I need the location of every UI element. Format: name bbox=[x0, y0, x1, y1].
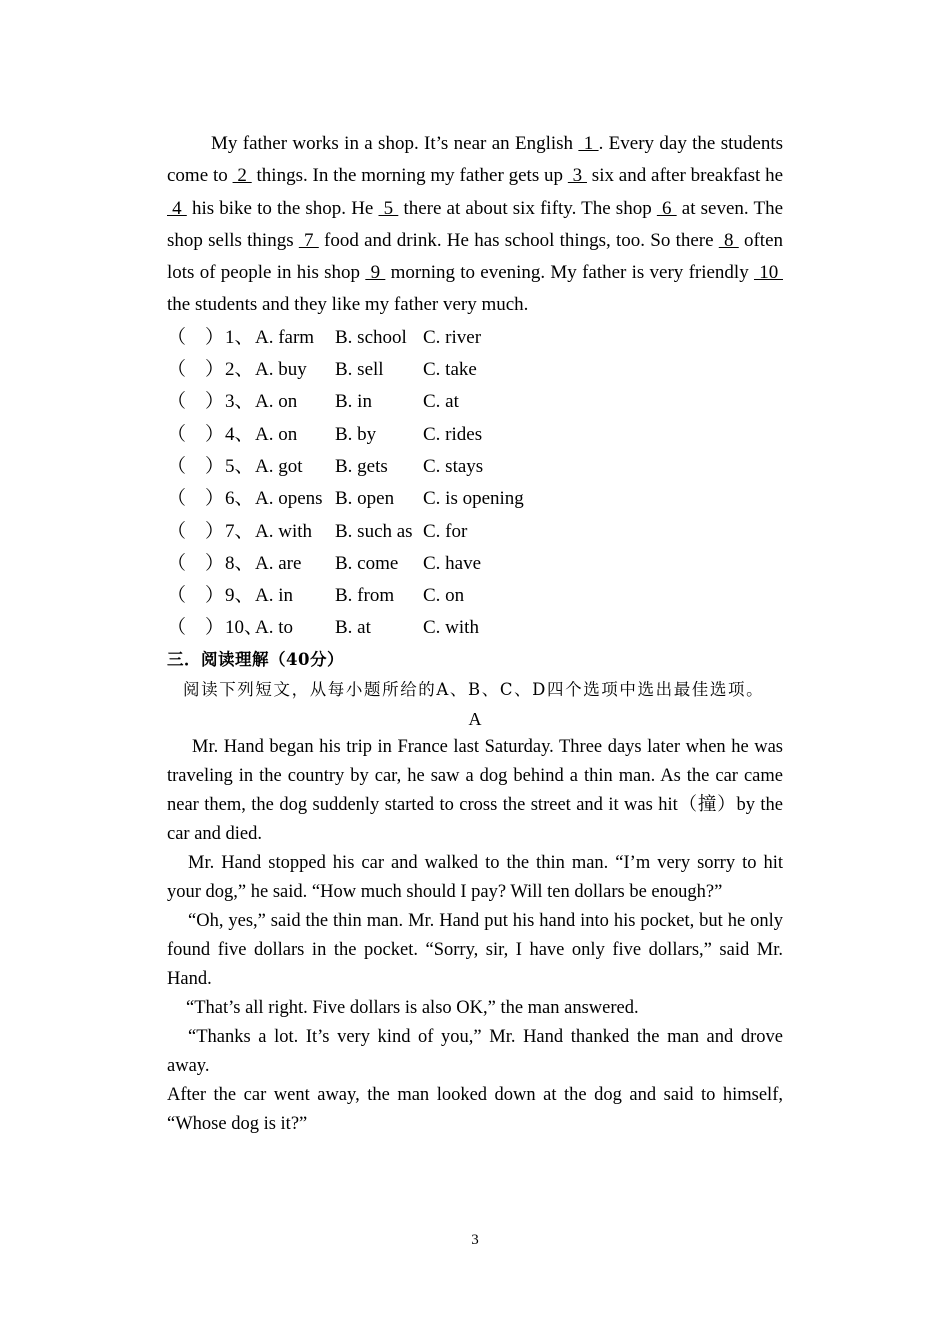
cloze-text: often lots of people in his shop bbox=[167, 229, 784, 284]
blank-2: 2 bbox=[232, 165, 252, 187]
option-a: A. got bbox=[255, 455, 303, 477]
cloze-text: My father works in a shop. It’s near an English bbox=[211, 133, 579, 154]
question-number: 5、 bbox=[225, 455, 254, 477]
question-number: 4、 bbox=[225, 423, 254, 445]
cloze-text: things. In the morning my father gets up bbox=[251, 165, 568, 187]
question-row bbox=[167, 516, 783, 548]
option-b: B. come bbox=[335, 552, 399, 574]
option-c: C. with bbox=[423, 617, 479, 639]
option-a: A. on bbox=[255, 391, 298, 413]
question-row bbox=[167, 451, 783, 483]
option-a: A. to bbox=[255, 617, 293, 639]
passage-label: A bbox=[468, 708, 482, 729]
blank-8: 8 bbox=[718, 229, 739, 251]
option-c: C. for bbox=[423, 520, 468, 542]
cloze-text: six and after breakfast he bbox=[586, 165, 784, 187]
option-c: C. have bbox=[423, 552, 482, 574]
option-b: B. by bbox=[335, 423, 377, 445]
question-row bbox=[167, 548, 783, 580]
question-number: 10、 bbox=[225, 617, 264, 639]
question-row bbox=[167, 354, 783, 386]
cloze-text: the students and they like my father very much. bbox=[167, 294, 529, 316]
question-number: 1、 bbox=[225, 326, 254, 348]
answer-parenthesis: （ ） bbox=[167, 391, 225, 413]
option-c: C. rides bbox=[423, 423, 483, 445]
question-row bbox=[167, 322, 783, 354]
question-row bbox=[167, 419, 783, 451]
option-b: B. such as bbox=[335, 520, 413, 542]
option-a: A. with bbox=[255, 520, 312, 542]
answer-parenthesis: （ ） bbox=[167, 359, 225, 381]
passage-paragraph: “That’s all right. Five dollars is also OK,” the man answered. bbox=[186, 997, 639, 1018]
option-b: B. school bbox=[335, 326, 407, 348]
cloze-passage bbox=[167, 128, 783, 322]
option-b: B. gets bbox=[335, 455, 388, 477]
option-c: C. stays bbox=[423, 455, 484, 477]
question-row bbox=[167, 612, 783, 644]
passage-paragraph: “Thanks a lot. It’s very kind of you,” Mr. Hand thanked the man and drove away. bbox=[167, 1026, 783, 1076]
question-number: 7、 bbox=[225, 520, 254, 542]
option-b: B. at bbox=[335, 617, 371, 639]
cloze-text: morning to evening. My father is very friendly bbox=[385, 262, 754, 284]
question-number: 6、 bbox=[225, 488, 254, 510]
reading-passage bbox=[167, 733, 783, 1139]
blank-1: 1 bbox=[578, 133, 599, 154]
section-heading: 三．阅读理解（40分） bbox=[167, 649, 344, 669]
question-number: 9、 bbox=[225, 585, 254, 607]
blank-5: 5 bbox=[378, 197, 399, 219]
option-c: C. is opening bbox=[423, 488, 524, 510]
answer-parenthesis: （ ） bbox=[167, 455, 225, 477]
answer-parenthesis: （ ） bbox=[167, 326, 225, 348]
page-number: 3 bbox=[471, 1232, 479, 1248]
blank-6: 6 bbox=[656, 197, 677, 219]
option-c: C. on bbox=[423, 585, 465, 607]
answer-parenthesis: （ ） bbox=[167, 617, 225, 639]
option-c: C. at bbox=[423, 391, 459, 413]
question-row bbox=[167, 386, 783, 418]
blank-3: 3 bbox=[567, 165, 587, 187]
cloze-text: food and drink. He has school things, too. So there bbox=[318, 229, 719, 251]
question-number: 2、 bbox=[225, 359, 254, 381]
answer-parenthesis: （ ） bbox=[167, 552, 225, 574]
answer-parenthesis: （ ） bbox=[167, 488, 225, 510]
cloze-text: at seven. The shop sells things bbox=[167, 197, 784, 251]
option-a: A. on bbox=[255, 423, 298, 445]
option-b: B. open bbox=[335, 488, 395, 510]
answer-parenthesis: （ ） bbox=[167, 585, 225, 607]
question-number: 8、 bbox=[225, 552, 254, 574]
cloze-text: . Every day the students come to bbox=[167, 133, 783, 187]
question-row bbox=[167, 483, 783, 515]
question-row bbox=[167, 580, 783, 612]
answer-parenthesis: （ ） bbox=[167, 423, 225, 445]
passage-paragraph: Mr. Hand began his trip in France last Saturday. Three days later when he was traveling in the country by car, he saw a dog behind a thin man. As the car came near them, the dog suddenly started to cross the street and it was hit（撞）by the car and died. bbox=[167, 736, 783, 844]
question-number: 3、 bbox=[225, 391, 254, 413]
option-b: B. from bbox=[335, 585, 395, 607]
answer-parenthesis: （ ） bbox=[167, 520, 225, 542]
option-a: A. opens bbox=[255, 488, 323, 510]
section-instruction: 阅读下列短文，从每小题所给的A、B、C、D四个选项中选出最佳选项。 bbox=[183, 679, 765, 699]
option-c: C. take bbox=[423, 359, 477, 381]
option-a: A. in bbox=[255, 585, 293, 607]
cloze-text: there at about six fifty. The shop bbox=[398, 197, 657, 219]
passage-paragraph: Mr. Hand stopped his car and walked to the thin man. “I’m very sorry to hit your dog,” he said. “How much should I pay? Will ten dollars be enough?” bbox=[167, 852, 783, 902]
blank-7: 7 bbox=[298, 229, 319, 251]
option-b: B. in bbox=[335, 391, 372, 413]
option-b: B. sell bbox=[335, 359, 384, 381]
blank-9: 9 bbox=[365, 262, 386, 284]
passage-paragraph: “Oh, yes,” said the thin man. Mr. Hand put his hand into his pocket, but he only found five dollars in the pocket. “Sorry, sir, I have only five dollars,” said Mr. Hand. bbox=[167, 910, 783, 989]
passage-paragraph: After the car went away, the man looked down at the dog and said to himself, “Whose dog is it?” bbox=[167, 1084, 783, 1134]
option-a: A. farm bbox=[255, 326, 315, 348]
option-a: A. are bbox=[255, 552, 302, 574]
cloze-text: his bike to the shop. He bbox=[186, 197, 379, 219]
worksheet-content bbox=[167, 128, 783, 1139]
question-list bbox=[167, 322, 783, 645]
blank-4: 4 bbox=[167, 197, 187, 219]
option-c: C. river bbox=[423, 326, 482, 348]
option-a: A. buy bbox=[255, 359, 307, 381]
blank-10: 10 bbox=[753, 262, 783, 284]
